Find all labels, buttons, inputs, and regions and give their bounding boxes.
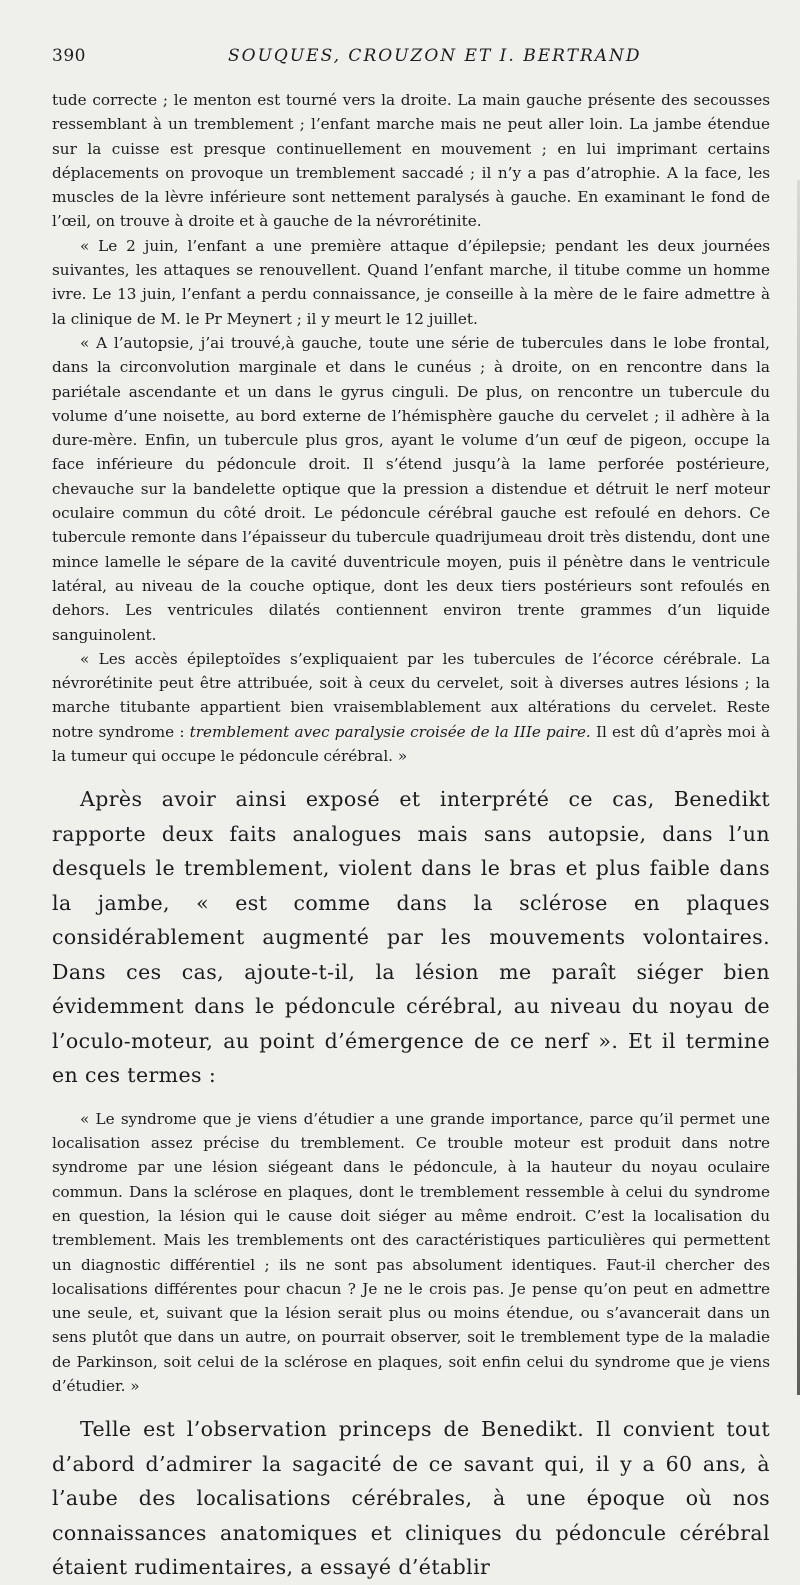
page-header [52, 46, 770, 72]
body-text [52, 88, 770, 1585]
paragraph-syndrome-interpretation [52, 647, 770, 768]
paragraph-benedikt-analogous-cases: Après avoir ainsi exposé et interprété ce cas, Benedikt rapporte deux faits analogues mais sans autopsie, dans l’un desquels le tremblement, violent dans le bras et plus faible dans la jambe, « est comme dans la sclérose en plaques considérablement augmenté par les mouvements volontaires. Dans ces cas, ajoute-t-il, la lésion me paraît siéger bien évidemment dans le pédoncule cérébral, au niveau du noyau de l’oculo-moteur, au point d’émergence de ce nerf ». Et il termine en ces termes : [52, 787, 770, 1088]
syndrome-text-after: Il est dû d’après moi à la tumeur qui occupe le pédoncule cérébral. » [52, 722, 770, 766]
running-title: SOUQUES, CROUZON ET I. BERTRAND [228, 46, 642, 66]
page-number: 390 [52, 46, 86, 66]
paragraph-autopsy: « A l’autopsie, j’ai trouvé,à gauche, toute une série de tubercules dans le lobe frontal, dans la circonvolution marginale et dans le cunéus ; à droite, on en rencontre dans la pariétale ascendante et un dans le gyrus cinguli. De plus, on rencontre un tubercule du volume d’une noisette, au bord externe de l’hémisphère gauche du cervelet ; il adhère à la dure-mère. Enfin, un tubercule plus gros, ayant le volume d’un œuf de pigeon, occupe la face inférieure du pédoncule droit. Il s’étend jusqu’à la lame perforée postérieure, chevauche sur la bandelette optique que la pression a distendue et détruit le nerf moteur oculaire commun du côté droit. Le pédoncule cérébral gauche est refoulé en dehors. Ce tubercule remonte dans l’épaisseur du tubercule quadrijumeau droit très distendu, dont une mince lamelle le sépare de la cavité duventricule moyen, puis il pénètre dans le ventricule latéral, au niveau de la couche optique, dont les deux tiers postérieurs sont refoulés en dehors. Les ventricules dilatés contiennent environ trente grammes d’un liquide sanguinolent. [52, 333, 770, 644]
paragraph-benedikt-quote: « Le syndrome que je viens d’étudier a une grande importance, parce qu’il permet une localisation assez précise du tremblement. Ce trouble moteur est produit dans notre syndrome par une lésion siégeant dans le pédoncule, à la hauteur du noyau oculaire commun. Dans la sclérose en plaques, dont le tremblement ressemble à celui du syndrome en question, la lésion qui le cause doit siéger au même endroit. C’est la localisation du tremblement. Mais les tremblements ont des caractéristiques particulières qui permettent un diagnostic différentiel ; ils ne sont pas absolument identiques. Faut-il chercher des localisations différentes pour chacun ? Je ne le crois pas. Je pense qu’on peut en admettre une seule, et, suivant que la lésion serait plus ou moins étendue, ou s’avancerait dans un sens plutôt que dans un autre, on pourrait observer, soit le tremblement type de la maladie de Parkinson, soit celui de la sclérose en plaques, soit enfin celui du syndrome que je viens d’étudier. » [52, 1109, 770, 1396]
paragraph-conclusion: Telle est l’observation princeps de Benedikt. Il convient tout d’abord d’admirer la sagacité de ce savant qui, il y a 60 ans, à l’aube des localisations cérébrales, à une époque où nos connaissances anatomiques et cliniques du pédoncule cérébral étaient rudimentaires, a essayé d’établir [52, 1417, 770, 1580]
syndrome-emphasis: tremblement avec paralysie croisée de la IIIe paire. [189, 722, 591, 741]
paragraph-june-epilepsy: « Le 2 juin, l’enfant a une première attaque d’épilepsie; pendant les deux journées suivantes, les attaques se renouvellent. Quand l’enfant marche, il titube comme un homme ivre. Le 13 juin, l’enfant a perdu connaissance, je conseille à la mère de le faire admettre à la clinique de M. le Pr Meynert ; il y meurt le 12 juillet. [52, 236, 770, 328]
paragraph-case-continuation: tude correcte ; le menton est tourné vers la droite. La main gauche présente des secousses ressemblant à un tremblement ; l’enfant marche mais ne peut aller loin. La jambe étendue sur la cuisse est presque continuellement en mouvement ; en lui imprimant certains déplacements on provoque un tremblement saccadé ; il n’y a pas d’atrophie. A la face, les muscles de la lèvre inférieure sont nettement paralysés à gauche. En examinant le fond de l’œil, on trouve à droite et à gauche de la névrorétinite. [52, 91, 770, 231]
syndrome-text-before: « Les accès épileptoïdes s’expliquaient par les tubercules de l’écorce cérébrale. La névrorétinite peut être attribuée, soit à ceux du cervelet, soit à diverses autres lésions ; la marche titubante appartient bien vraisemblablement aux altérations du cervelet. Reste notre syndrome : [52, 649, 770, 741]
